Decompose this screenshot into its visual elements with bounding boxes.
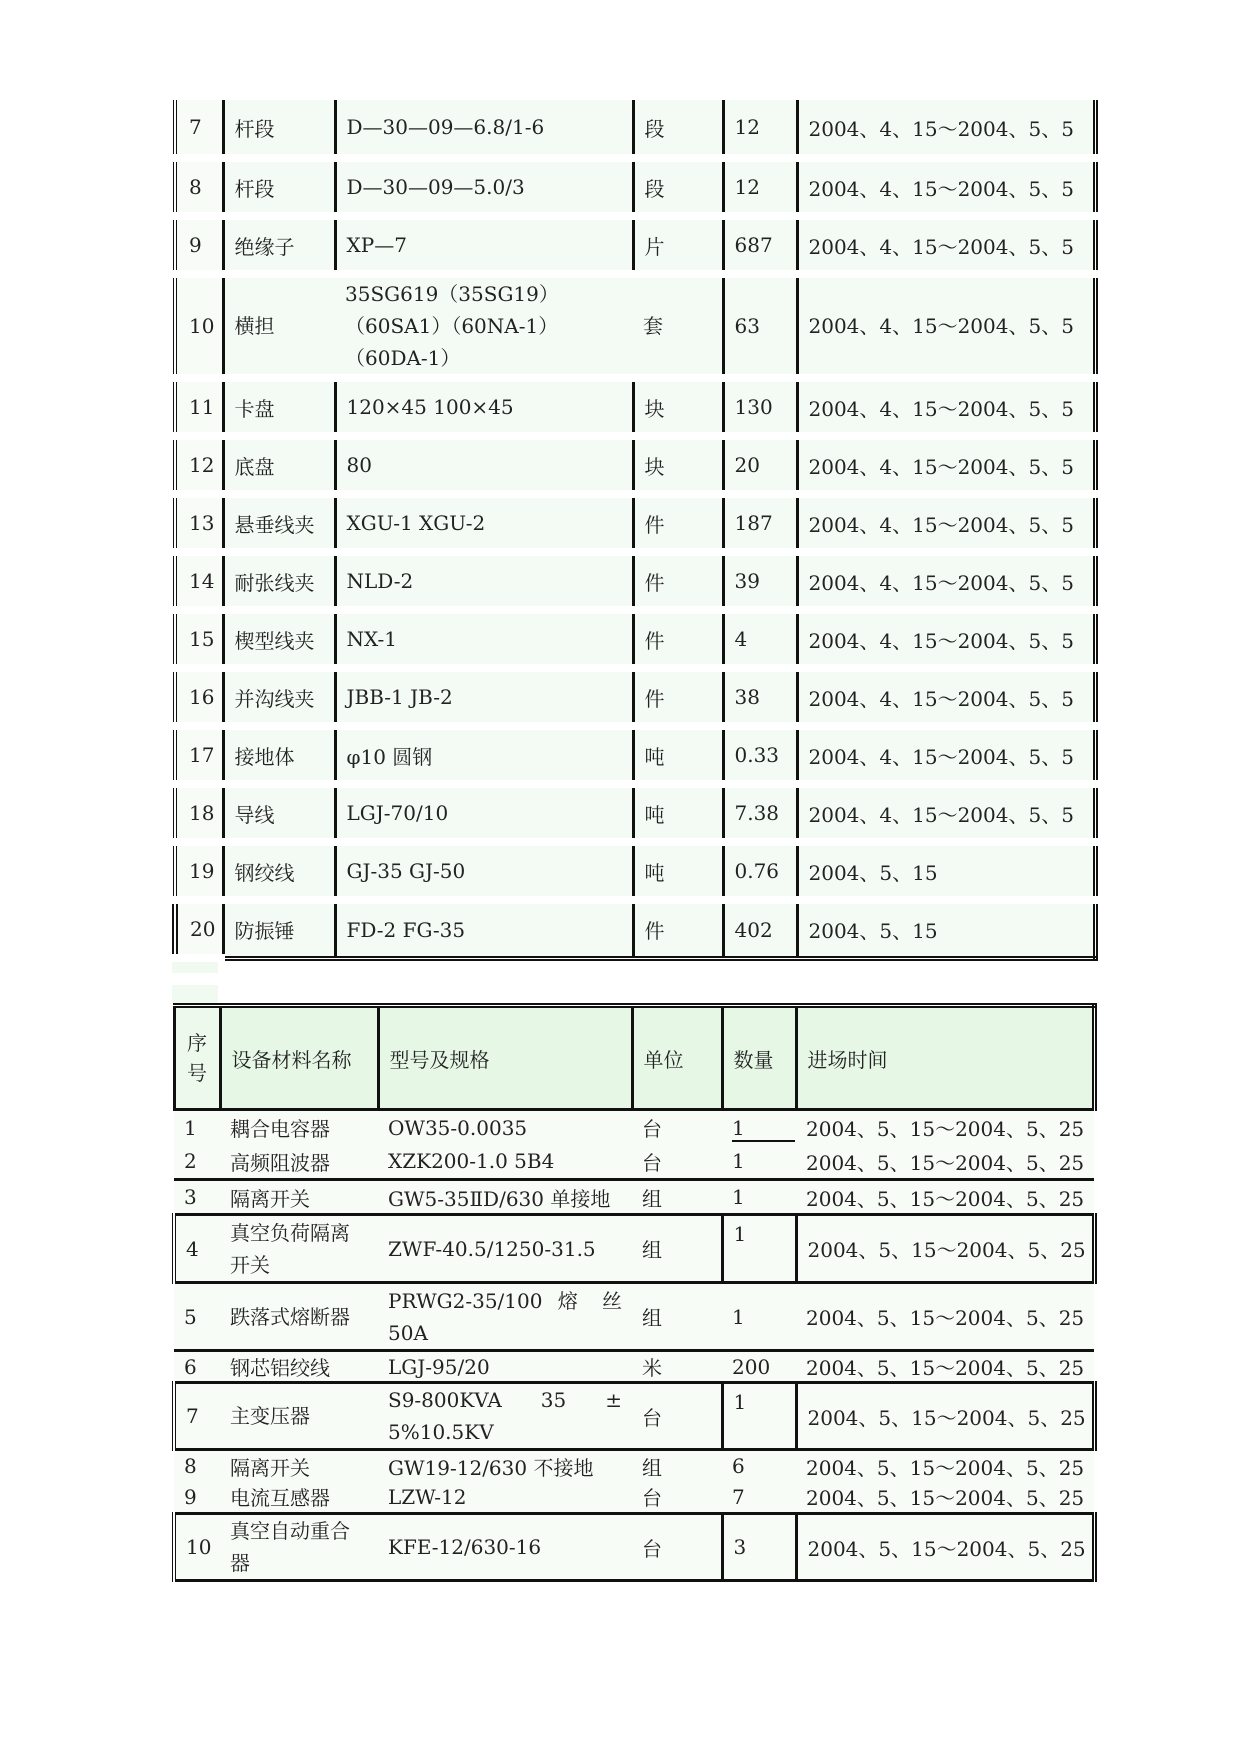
row-number: 12 <box>175 436 223 494</box>
equipment-name: 隔离开关 <box>220 1450 378 1482</box>
equipment-name: 主变压器 <box>220 1383 378 1450</box>
equipment-name: 跌落式熔断器 <box>220 1283 378 1351</box>
row-number: 18 <box>175 784 223 842</box>
materials-table-continued <box>172 100 1098 962</box>
material-spec: φ10 圆钢 <box>335 726 633 784</box>
material-name: 悬垂线夹 <box>223 494 335 552</box>
equipment-unit: 台 <box>632 1383 722 1450</box>
material-spec: XP—7 <box>335 216 633 274</box>
row-number: 14 <box>175 552 223 610</box>
equipment-qty: 1 <box>722 1383 796 1450</box>
table-row <box>175 842 1095 900</box>
row-number: 4 <box>174 1215 220 1283</box>
material-name: 导线 <box>223 784 335 842</box>
equipment-spec: LGJ-95/20 <box>378 1351 632 1383</box>
material-spec: NLD-2 <box>335 552 633 610</box>
table-row <box>174 1514 1094 1581</box>
arrival-date: 2004、4、15～2004、5、5 <box>797 610 1095 668</box>
arrival-date: 2004、4、15～2004、5、5 <box>797 216 1095 274</box>
header-date: 进场时间 <box>796 1006 1094 1110</box>
arrival-date: 2004、5、15～2004、5、25 <box>796 1450 1094 1482</box>
material-unit: 段 <box>633 158 723 216</box>
equipment-spec: XZK200-1.0 5B4 <box>378 1145 632 1180</box>
equipment-qty: 1 <box>722 1283 796 1351</box>
material-unit: 件 <box>633 552 723 610</box>
table-row <box>175 216 1095 274</box>
material-qty: 402 <box>723 900 797 958</box>
table-row <box>175 378 1095 436</box>
equipment-unit: 组 <box>632 1450 722 1482</box>
material-spec: GJ-35 GJ-50 <box>335 842 633 900</box>
material-unit: 片 <box>633 216 723 274</box>
row-number: 8 <box>174 1450 220 1482</box>
material-spec: NX-1 <box>335 610 633 668</box>
material-spec: 120×45 100×45 <box>335 378 633 436</box>
material-unit: 套 <box>633 274 723 378</box>
arrival-date: 2004、5、15～2004、5、25 <box>796 1351 1094 1383</box>
row-number: 10 <box>175 274 223 378</box>
material-name: 杆段 <box>223 158 335 216</box>
table-row <box>174 1145 1094 1180</box>
header-no: 序号 <box>174 1006 220 1110</box>
equipment-unit: 台 <box>632 1514 722 1581</box>
table-row <box>174 1383 1094 1450</box>
arrival-date: 2004、4、15～2004、5、5 <box>797 784 1095 842</box>
arrival-date: 2004、4、15～2004、5、5 <box>797 274 1095 378</box>
equipment-name: 真空自动重合器 <box>220 1514 378 1581</box>
equipment-unit: 组 <box>632 1180 722 1215</box>
table-row <box>175 900 1095 958</box>
table-row <box>174 1180 1094 1215</box>
table-row <box>175 494 1095 552</box>
material-spec: 35SG619（35SG19）（60SA1）（60NA-1）（60DA-1） <box>335 274 633 378</box>
equipment-name: 高频阻波器 <box>220 1145 378 1180</box>
material-name: 底盘 <box>223 436 335 494</box>
arrival-date: 2004、5、15～2004、5、25 <box>796 1283 1094 1351</box>
material-spec: LGJ-70/10 <box>335 784 633 842</box>
equipment-qty: 1 <box>722 1145 796 1180</box>
material-unit: 吨 <box>633 842 723 900</box>
row-number: 3 <box>174 1180 220 1215</box>
material-name: 楔型线夹 <box>223 610 335 668</box>
table-row <box>175 274 1095 378</box>
material-spec: XGU-1 XGU-2 <box>335 494 633 552</box>
equipment-name: 电流互感器 <box>220 1482 378 1514</box>
table-row <box>174 1482 1094 1514</box>
row-number: 7 <box>175 100 223 158</box>
arrival-date: 2004、4、15～2004、5、5 <box>797 100 1095 158</box>
material-qty: 187 <box>723 494 797 552</box>
material-name: 耐张线夹 <box>223 552 335 610</box>
arrival-date: 2004、4、15～2004、5、5 <box>797 378 1095 436</box>
equipment-table <box>172 1003 1097 1582</box>
material-name: 杆段 <box>223 100 335 158</box>
arrival-date: 2004、5、15～2004、5、25 <box>796 1383 1094 1450</box>
material-name: 绝缘子 <box>223 216 335 274</box>
equipment-qty: 1 <box>722 1215 796 1283</box>
table-row <box>175 158 1095 216</box>
table-row <box>174 1110 1094 1145</box>
table-row <box>175 552 1095 610</box>
equipment-spec: KFE-12/630-16 <box>378 1514 632 1581</box>
material-unit: 块 <box>633 378 723 436</box>
table-row <box>175 610 1095 668</box>
row-number: 20 <box>175 900 223 958</box>
material-spec: 80 <box>335 436 633 494</box>
material-qty: 0.76 <box>723 842 797 900</box>
table-row <box>174 1283 1094 1351</box>
table-row <box>175 784 1095 842</box>
equipment-spec: LZW-12 <box>378 1482 632 1514</box>
spacer-strip <box>172 985 218 1003</box>
qty-value: 1 <box>732 1116 795 1142</box>
equipment-qty: 3 <box>722 1514 796 1581</box>
arrival-date: 2004、4、15～2004、5、5 <box>797 668 1095 726</box>
equipment-qty: 7 <box>722 1482 796 1514</box>
material-name: 卡盘 <box>223 378 335 436</box>
equipment-unit: 台 <box>632 1110 722 1145</box>
equipment-spec: PRWG2-35/100 熔 丝 50A <box>378 1283 632 1351</box>
table-header-row <box>174 1006 1094 1110</box>
equipment-name: 耦合电容器 <box>220 1110 378 1145</box>
equipment-name: 真空负荷隔离开关 <box>220 1215 378 1283</box>
header-qty: 数量 <box>722 1006 796 1110</box>
material-qty: 63 <box>723 274 797 378</box>
arrival-date: 2004、4、15～2004、5、5 <box>797 436 1095 494</box>
material-unit: 件 <box>633 900 723 958</box>
row-number: 10 <box>174 1514 220 1581</box>
material-spec: JBB-1 JB-2 <box>335 668 633 726</box>
material-qty: 130 <box>723 378 797 436</box>
table-row <box>174 1215 1094 1283</box>
equipment-qty: 1 <box>722 1180 796 1215</box>
equipment-spec: GW19-12/630 不接地 <box>378 1450 632 1482</box>
header-name: 设备材料名称 <box>220 1006 378 1110</box>
row-number: 7 <box>174 1383 220 1450</box>
equipment-unit: 组 <box>632 1283 722 1351</box>
material-qty: 12 <box>723 100 797 158</box>
material-qty: 7.38 <box>723 784 797 842</box>
material-qty: 39 <box>723 552 797 610</box>
arrival-date: 2004、5、15～2004、5、25 <box>796 1514 1094 1581</box>
table-row <box>175 726 1095 784</box>
equipment-unit: 组 <box>632 1215 722 1283</box>
row-number: 2 <box>174 1145 220 1180</box>
arrival-date: 2004、5、15～2004、5、25 <box>796 1482 1094 1514</box>
row-number: 5 <box>174 1283 220 1351</box>
equipment-spec: ZWF-40.5/1250-31.5 <box>378 1215 632 1283</box>
row-number: 6 <box>174 1351 220 1383</box>
row-number: 8 <box>175 158 223 216</box>
arrival-date: 2004、4、15～2004、5、5 <box>797 494 1095 552</box>
material-unit: 件 <box>633 610 723 668</box>
material-unit: 块 <box>633 436 723 494</box>
equipment-unit: 台 <box>632 1482 722 1514</box>
material-name: 并沟线夹 <box>223 668 335 726</box>
row-number: 19 <box>175 842 223 900</box>
arrival-date: 2004、4、15～2004、5、5 <box>797 552 1095 610</box>
row-number: 15 <box>175 610 223 668</box>
arrival-date: 2004、5、15～2004、5、25 <box>796 1110 1094 1145</box>
material-qty: 687 <box>723 216 797 274</box>
equipment-name: 隔离开关 <box>220 1180 378 1215</box>
equipment-unit: 台 <box>632 1145 722 1180</box>
row-number: 16 <box>175 668 223 726</box>
header-unit: 单位 <box>632 1006 722 1110</box>
header-spec: 型号及规格 <box>378 1006 632 1110</box>
equipment-name: 钢芯铝绞线 <box>220 1351 378 1383</box>
material-name: 钢绞线 <box>223 842 335 900</box>
material-unit: 件 <box>633 494 723 552</box>
material-spec: FD-2 FG-35 <box>335 900 633 958</box>
arrival-date: 2004、5、15 <box>797 900 1095 958</box>
arrival-date: 2004、5、15～2004、5、25 <box>796 1180 1094 1215</box>
row-number: 13 <box>175 494 223 552</box>
equipment-unit: 米 <box>632 1351 722 1383</box>
row-number: 11 <box>175 378 223 436</box>
material-unit: 吨 <box>633 784 723 842</box>
row-number: 17 <box>175 726 223 784</box>
equipment-qty: 200 <box>722 1351 796 1383</box>
material-spec: D—30—09—6.8/1-6 <box>335 100 633 158</box>
row-number: 9 <box>174 1482 220 1514</box>
equipment-qty <box>722 1110 796 1145</box>
equipment-spec: GW5-35ⅡD/630 单接地 <box>378 1180 632 1215</box>
arrival-date: 2004、4、15～2004、5、5 <box>797 726 1095 784</box>
material-unit: 吨 <box>633 726 723 784</box>
table-row <box>174 1351 1094 1383</box>
row-number: 9 <box>175 216 223 274</box>
material-name: 接地体 <box>223 726 335 784</box>
arrival-date: 2004、4、15～2004、5、5 <box>797 158 1095 216</box>
arrival-date: 2004、5、15～2004、5、25 <box>796 1215 1094 1283</box>
material-name: 防振锤 <box>223 900 335 958</box>
material-spec: D—30—09—5.0/3 <box>335 158 633 216</box>
table-row <box>175 100 1095 158</box>
arrival-date: 2004、5、15 <box>797 842 1095 900</box>
arrival-date: 2004、5、15～2004、5、25 <box>796 1145 1094 1180</box>
table-row <box>175 668 1095 726</box>
equipment-spec: S9-800KVA 35 ± 5%10.5KV <box>378 1383 632 1450</box>
material-unit: 段 <box>633 100 723 158</box>
equipment-spec: OW35-0.0035 <box>378 1110 632 1145</box>
row-number: 1 <box>174 1110 220 1145</box>
material-qty: 20 <box>723 436 797 494</box>
material-name: 横担 <box>223 274 335 378</box>
material-unit: 件 <box>633 668 723 726</box>
material-qty: 12 <box>723 158 797 216</box>
material-qty: 4 <box>723 610 797 668</box>
material-qty: 0.33 <box>723 726 797 784</box>
table-row <box>175 436 1095 494</box>
material-qty: 38 <box>723 668 797 726</box>
table-row <box>174 1450 1094 1482</box>
equipment-qty: 6 <box>722 1450 796 1482</box>
